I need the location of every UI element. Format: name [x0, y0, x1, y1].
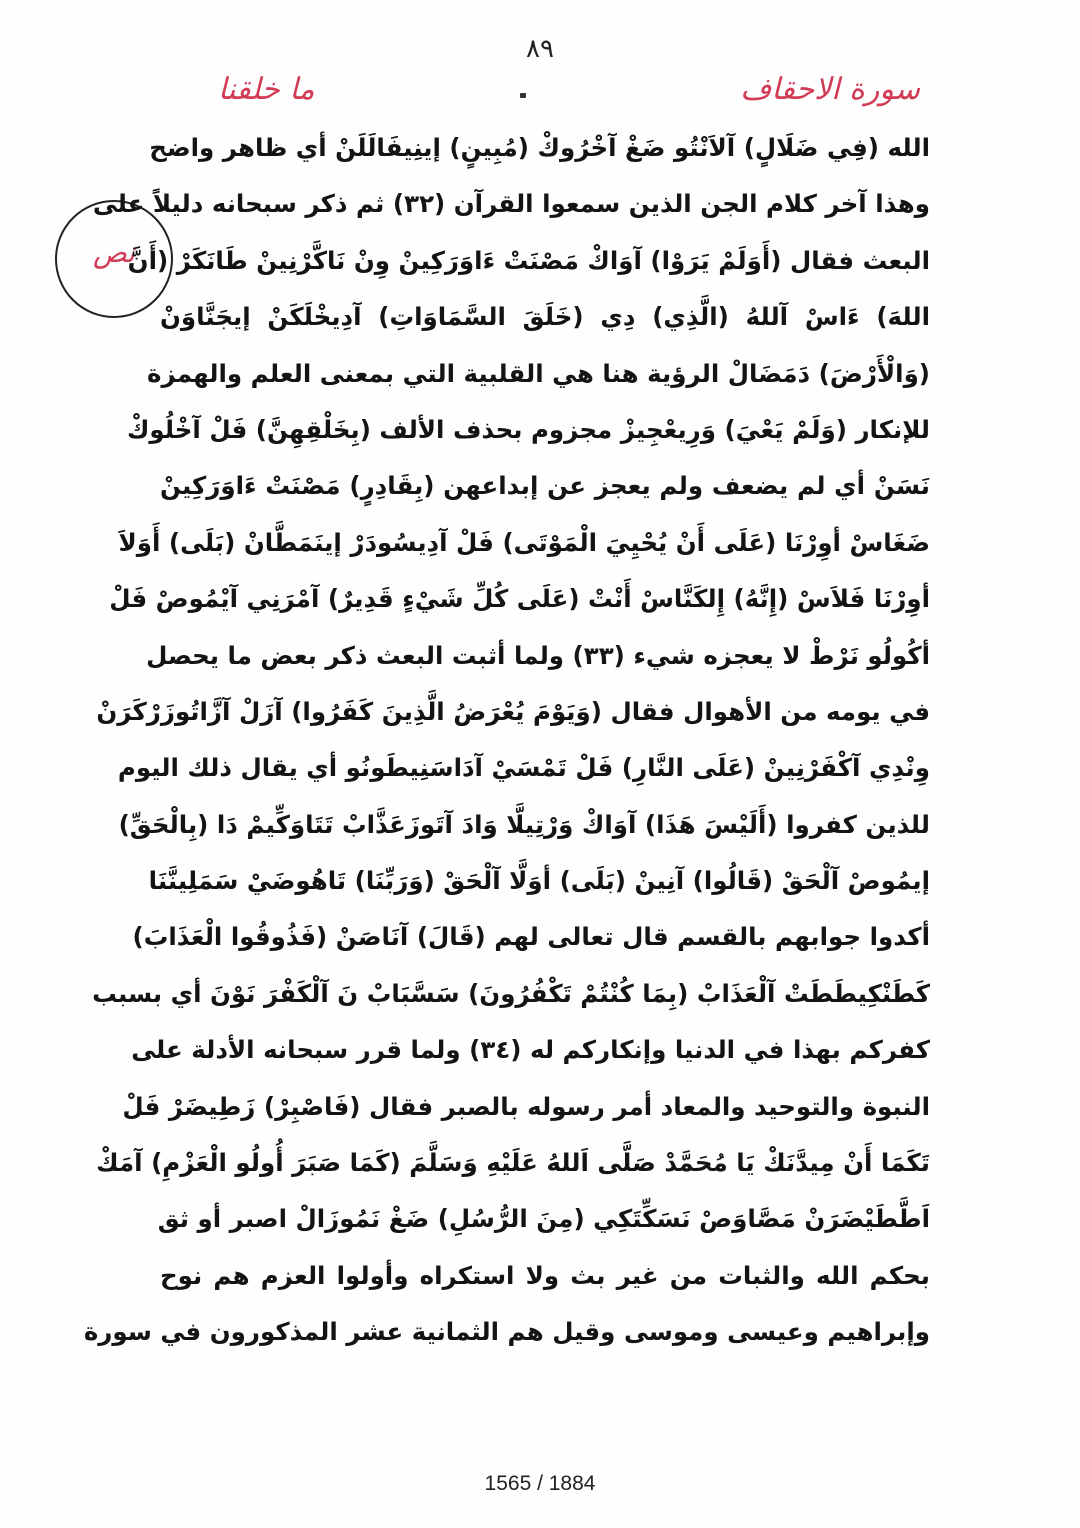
text-line: كَطَنْكِيطَطَتْ آلْعَذَابْ (بِمَا كُنْتُمْ تَكْفُرُونَ) سَسَّبَابْ نَ آلْكَفْرَ نَوْنَ أي بسبب — [92, 978, 930, 1008]
margin-note: نص — [92, 236, 136, 269]
text-line: بحكم الله والثبات من غير بث ولا استكراه وأولوا العزم هم نوح — [160, 1260, 930, 1290]
text-line: اَطَّطَيْضَرَنْ مَصَّاوَصْ نَسَكِّتَكِي (مِنَ الرُّسُلِ) ضَغْ نَمُوزَالْ اصبر أو ثق — [157, 1204, 930, 1234]
text-line: كفركم بهذا في الدنيا وإنكاركم له (٣٤) ولما قرر سبحانه الأدلة على — [131, 1035, 930, 1065]
handwritten-note-right: سورة الاحقاف — [740, 72, 920, 107]
text-line: النبوة والتوحيد والمعاد أمر رسوله بالصبر فقال (فَاصْبِرْ) زَطِيضَرْ فَلْ — [122, 1091, 930, 1121]
text-line: إيمُوصْ آلْحَقْ (قَالُوا) آنِينْ (بَلَى) أوَلَّا آلْحَقْ (وَرَبِّنَا) تَاهُوضَيْ سَمَلِينَّنَا — [148, 866, 930, 896]
page-number: ٨٩ — [526, 34, 554, 64]
ink-dot — [520, 93, 526, 98]
text-line: للذين كفروا (أَلَيْسَ هَذَا) آوَاكْ وَرْتِيلَّا وَادَ آتَوزَعَذَّابْ تَتَاوَكِّيمْ دَا (بِالْحَقِّ) — [118, 809, 930, 839]
text-line: وهذا آخر كلام الجن الذين سمعوا القرآن (٣٢) ثم ذكر سبحانه دليلاً على — [92, 189, 930, 219]
page-counter: 1565 / 1884 — [484, 1472, 596, 1495]
text-line: أكدوا جوابهم بالقسم قال تعالى لهم (قَالَ) آنَاصَنْ (فَذُوقُوا الْعَذَابَ) — [132, 922, 930, 952]
text-line: وإبراهيم وعيسى وموسى وقيل هم الثمانية عشر المذكورون في سورة — [83, 1317, 930, 1347]
text-line: تَكَمَا أَنْ مِيدَّنَكْ يَا مُحَمَّدْ صَلَّى اَللهُ عَلَيْهِ وَسَلَّمَ (كَمَا صَبَرَ أُولُو الْعَزْمِ) آمَكْ — [96, 1148, 930, 1178]
text-line: نَسَنْ أي لم يضعف ولم يعجز عن إبداعهن (بِقَادِرٍ) مَصْنَتْ ءَاوَرَكِينْ — [160, 471, 930, 501]
text-line: أكُولُو نَرْطْ لا يعجزه شيء (٣٣) ولما أثبت البعث ذكر بعض ما يحصل — [146, 640, 930, 670]
handwritten-note-left: ما خلقنا — [218, 72, 315, 107]
text-line: للإنكار (وَلَمْ يَعْيَ) وَرِيعْجِيزْ مجزوم بحذف الألف (بِخَلْقِهِنَّ) فَلْ آخْلُوكْ — [126, 414, 930, 444]
text-line: أوِرْنَا فَلاَسْ (إِنَّهُ) إِلكَنَّاسْ أَنْتْ (عَلَى كُلِّ شَيْءٍ قَدِيرٌ) آمْرَنِي آيْمُوصْ فَلْ — [109, 584, 930, 614]
text-line: (وَالْأَرْضَ) دَمَضَالْ الرؤية هنا هي القلبية التي بمعنى العلم والهمزة — [146, 358, 930, 388]
text-line: الله (فِي ضَلَالٍ) آلاَنْتُو ضَغْ آخْرُوكْ (مُبِينٍ) إينِيفَالَلَنْ أي ظاهر واضح — [149, 133, 930, 162]
text-line: في يومه من الأهوال فقال (وَيَوْمَ يُعْرَضُ الَّذِينَ كَفَرُوا) آزَلْ آزَّاتُوزَرْكَرَنْ — [96, 696, 930, 726]
text-line: البعث فقال (أَوَلَمْ يَرَوْا) آوَاكْ مَصْنَتْ ءَاوَرَكِينْ وِنْ نَاكَّرْنِينْ طَانَكَرْ (أَنَّ — [127, 245, 930, 275]
text-line: وِنْدِي آكْفَرْنِينْ (عَلَى النَّارِ) فَلْ تَمْسَيْ آدَاسَنِيطَونُو أي يقال ذلك اليوم — [117, 753, 930, 783]
text-line: ضَغَاسْ أوِرْنَا (عَلَى أَنْ يُحْيِيَ الْمَوْتَى) فَلْ آدِيسُودَرْ إينَمَطَّانْ (بَلَى) أَوَلاَ — [118, 527, 930, 557]
text-line: اللهَ) ءَاسْ آللهُ (الَّذِي) دِي (خَلَقَ السَّمَاوَاتِ) آدِيخْلَكَنْ إيجَنَّاوَنْ — [160, 302, 930, 332]
